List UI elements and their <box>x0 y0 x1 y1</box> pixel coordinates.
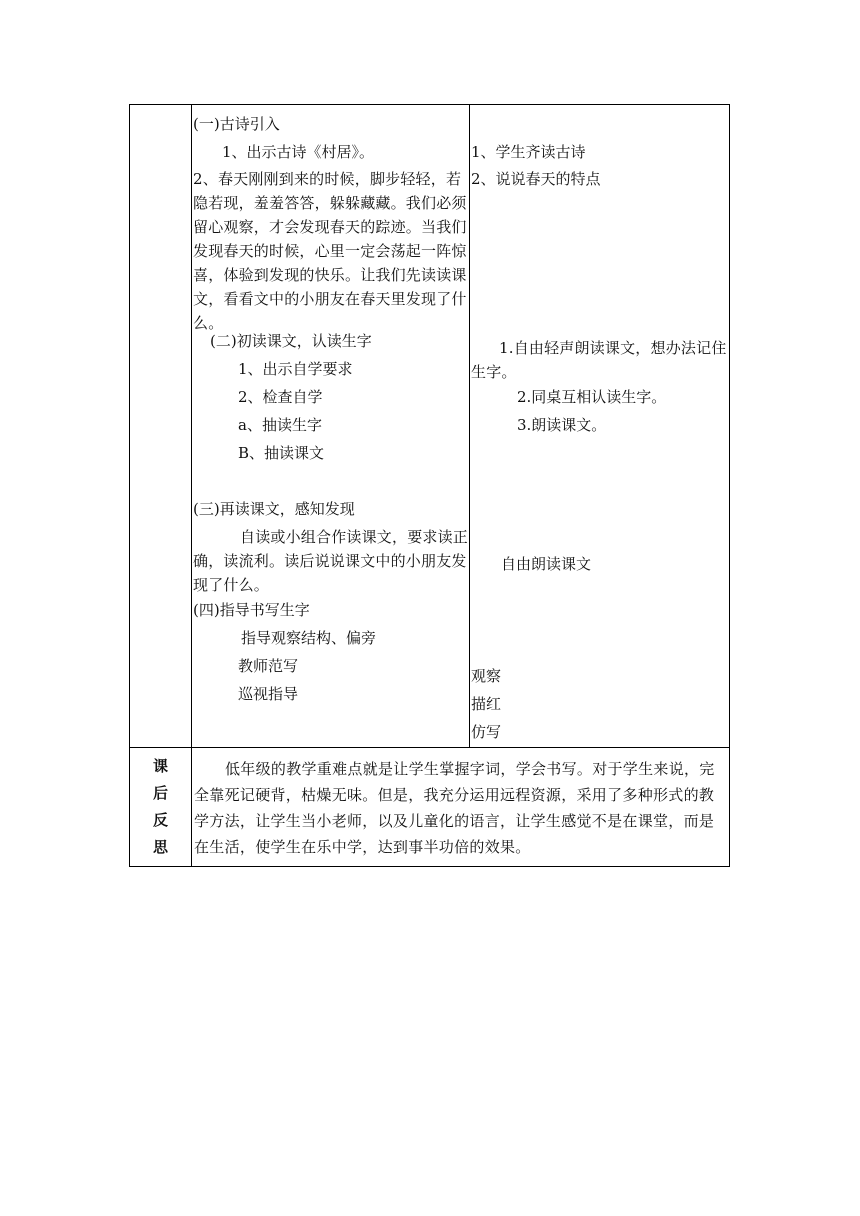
section-4-item-3: 巡视指导 <box>238 685 299 703</box>
row-label-cell-empty <box>130 105 192 747</box>
student-activity-7: 观察 <box>471 667 502 685</box>
student-activity-5: 3.朗读课文。 <box>517 416 607 434</box>
section-2-item-3: a、抽读生字 <box>238 416 322 434</box>
reflection-text: 低年级的教学重难点就是让学生掌握字词，学会书写。对于学生来说，完全靠死记硬背，枯燥无味。但是，我充分运用远程资源，采用了多种形式的教学方法，让学生当小老师，以及儿童化的语言，让学生感觉不是在课堂，而是在生活，使学生在乐中学，达到事半功倍的效果。 <box>194 760 715 856</box>
section-2-item-1: 1、出示自学要求 <box>238 360 353 378</box>
reflection-label-char: 课 <box>152 757 168 775</box>
student-activity-8: 描红 <box>471 695 502 713</box>
reflection-label-char: 思 <box>152 838 168 856</box>
student-activity-4: 2.同桌互相认读生字。 <box>517 388 667 406</box>
section-1-paragraph: 2、春天刚刚到来的时候，脚步轻轻，若隐若现，羞羞答答，躲躲藏藏。我们必须留心观察，才会发现春天的踪迹。当我们发现春天的时候，心里一定会荡起一阵惊喜，体验到发现的快乐。让我们先读读课文，看看文中的小朋友在春天里发现了什么。 <box>193 170 467 332</box>
section-2-title: (二)初读课文，认读生字 <box>210 332 372 350</box>
student-activity-9: 仿写 <box>471 723 502 741</box>
section-3-paragraph: 自读或小组合作读课文，要求读正确，读流利。读后说说课文中的小朋友发现了什么。 <box>193 528 469 594</box>
teacher-activity-cell <box>192 105 470 747</box>
section-2-item-4: B、抽读课文 <box>238 444 325 462</box>
reflection-label <box>130 748 191 866</box>
lesson-plan-table <box>129 104 730 867</box>
student-activity-cell <box>470 105 729 747</box>
teaching-process-row <box>130 105 729 748</box>
section-4-item-2: 教师范写 <box>238 657 299 675</box>
student-activity-6: 自由朗读课文 <box>501 555 592 573</box>
reflection-label-char: 反 <box>152 811 168 829</box>
section-4-item-1: 指导观察结构、偏旁 <box>241 629 377 647</box>
reflection-label-char: 后 <box>152 784 168 802</box>
section-1-title: (一)古诗引入 <box>193 115 280 133</box>
student-activity-1: 1、学生齐读古诗 <box>471 143 586 161</box>
reflection-label-cell <box>130 748 192 866</box>
section-4-title: (四)指导书写生字 <box>193 601 310 619</box>
reflection-text-cell <box>192 748 729 866</box>
reflection-row <box>130 748 729 866</box>
section-2-item-2: 2、检查自学 <box>238 388 323 406</box>
student-activity-3: 1.自由轻声朗读课文，想办法记住生字。 <box>471 339 727 381</box>
section-1-item-1: 1、出示古诗《村居》。 <box>222 143 375 161</box>
section-3-title: (三)再读课文，感知发现 <box>193 500 355 518</box>
student-activity-2: 2、说说春天的特点 <box>471 170 601 188</box>
